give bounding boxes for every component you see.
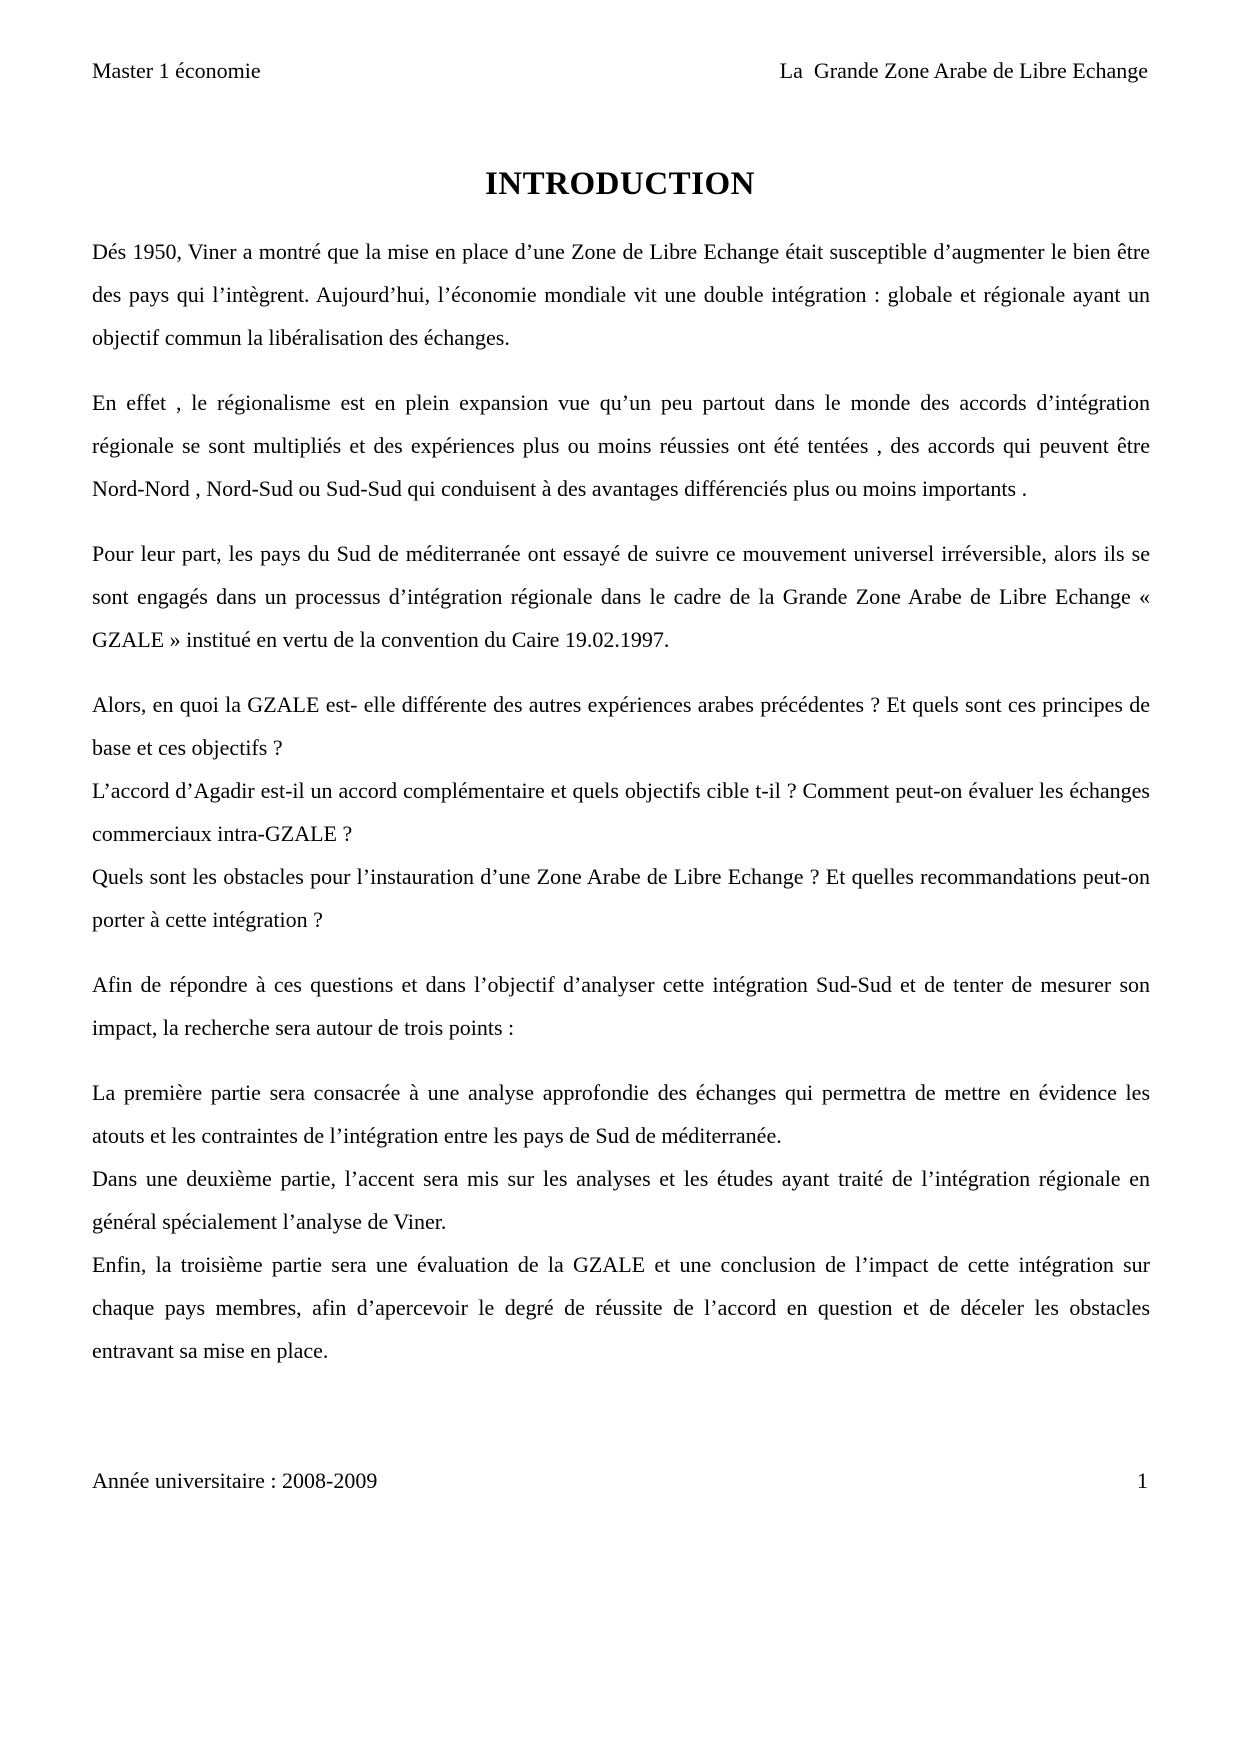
paragraph: Quels sont les obstacles pour l’instauration d’une Zone Arabe de Libre Echange ? Et quelles recommandations peut-on porter à cette intégration ? — [92, 864, 1150, 932]
page-header — [92, 58, 1148, 84]
section-title: INTRODUCTION — [484, 166, 756, 202]
paragraph: Pour leur part, les pays du Sud de méditerranée ont essayé de suivre ce mouvement universel irréversible, alors ils se sont engagés dans un processus d’intégration régionale dans le cadre de la Grande Zone Arabe de Libre Echange « GZALE » institué en vertu de la convention du Caire 19.02.1997. — [92, 541, 1150, 652]
page-number: 1 — [1137, 1468, 1148, 1493]
paragraph: Enfin, la troisième partie sera une évaluation de la GZALE et une conclusion de l’impact de cette intégration sur chaque pays membres, afin d’apercevoir le degré de réussite de l’accord en question et de déceler les obstacles entravant sa mise en place. — [92, 1252, 1150, 1363]
paragraph: L’accord d’Agadir est-il un accord complémentaire et quels objectifs cible t-il ? Comment peut-on évaluer les échanges commerciaux intra-GZALE ? — [92, 778, 1150, 846]
header-course-label: Master 1 économie — [92, 58, 261, 83]
paragraph: Alors, en quoi la GZALE est- elle différente des autres expériences arabes précédentes ? Et quels sont ces principes de base et ces objectifs ? — [92, 692, 1150, 760]
footer-academic-year: Année universitaire : 2008-2009 — [92, 1468, 378, 1493]
paragraph: Afin de répondre à ces questions et dans l’objectif d’analyser cette intégration Sud-Sud et de tenter de mesurer son impact, la recherche sera autour de trois points : — [92, 972, 1150, 1040]
document-body — [92, 230, 1150, 1372]
header-document-subject: La Grande Zone Arabe de Libre Echange — [779, 58, 1148, 83]
paragraph: Dans une deuxième partie, l’accent sera mis sur les analyses et les études ayant traité de l’intégration régionale en général spécialement l’analyse de Viner. — [92, 1166, 1150, 1234]
page-footer — [92, 1468, 1148, 1494]
paragraph: En effet , le régionalisme est en plein expansion vue qu’un peu partout dans le monde des accords d’intégration régionale se sont multipliés et des expériences plus ou moins réussies ont été tentées , des accords qui peuvent être Nord-Nord , Nord-Sud ou Sud-Sud qui conduisent à des avantages différenciés plus ou moins importants . — [92, 390, 1150, 501]
paragraph: La première partie sera consacrée à une analyse approfondie des échanges qui permettra de mettre en évidence les atouts et les contraintes de l’intégration entre les pays de Sud de méditerranée. — [92, 1080, 1150, 1148]
paragraph: Dés 1950, Viner a montré que la mise en place d’une Zone de Libre Echange était susceptible d’augmenter le bien être des pays qui l’intègrent. Aujourd’hui, l’économie mondiale vit une double intégration : globale et régionale ayant un objectif commun la libéralisation des échanges. — [92, 239, 1150, 350]
